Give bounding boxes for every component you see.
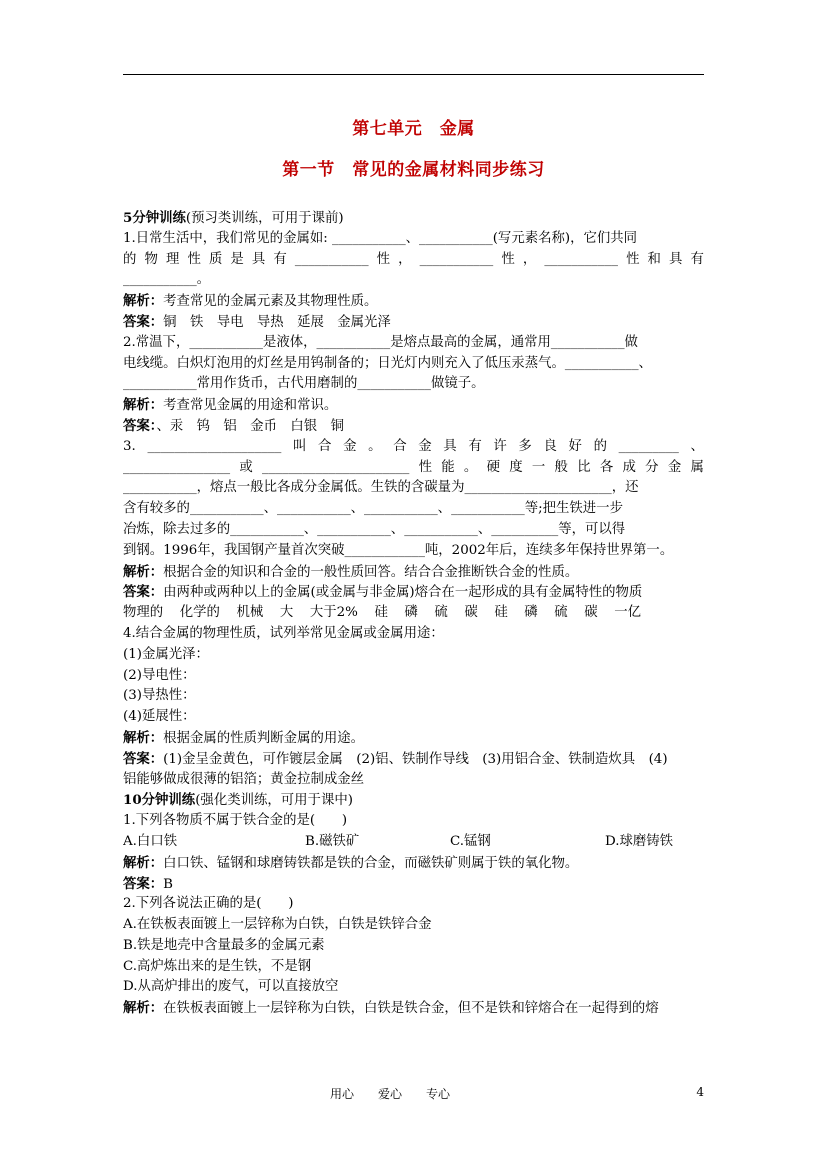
- q3-line-3: ___________，熔点一般比各成分金属低。生铁的含碳量为______________________，还: [123, 480, 639, 496]
- q2-line-1: 2.常温下，___________是液体，___________是熔点最高的金属，通常用___________做: [123, 334, 638, 350]
- m2-option-b: B.铁是地壳中含量最多的金属元素: [123, 937, 325, 953]
- section-heading-10min: 10分钟训练(强化类训练，可用于课中): [123, 792, 353, 809]
- m1-stem: 1.下列各物质不属于铁合金的是( ): [123, 813, 348, 829]
- m1-option-c: C.锰钢: [450, 833, 491, 849]
- footer-motto: 用心 爱心 专心: [330, 1087, 451, 1101]
- m2-analysis: 解析：在铁板表面镀上一层锌称为白铁，白铁是铁合金，但不是铁和锌熔合在一起得到的熔: [123, 1000, 659, 1017]
- page-number: 4: [696, 1085, 704, 1099]
- q4-stem: 4.结合金属的物理性质，试列举常见金属或金属用途：: [123, 625, 444, 641]
- q1-line-2: 的 物 理 性 质 是 具 有 ___________ 性 ， ___________ 性 ， ___________ 性 和 具 有: [123, 251, 704, 267]
- header-rule: [123, 74, 704, 75]
- q4-item-2: (2)导电性：: [123, 667, 196, 683]
- q4-answer-line-2: 铝能够做成很薄的铝箔；黄金拉制成金丝: [123, 771, 365, 787]
- q3-analysis: 解析：根据合金的知识和合金的一般性质回答。结合合金推断铁合金的性质。: [123, 563, 579, 580]
- q3-line-2: ________________ 或 ______________________ 性 能 。 硬 度 一 般 比 各 成 分 金 属: [123, 459, 704, 475]
- q4-item-4: (4)延展性：: [123, 709, 196, 725]
- m2-stem: 2.下列各说法正确的是( ): [123, 896, 294, 912]
- section-title: 第一节 常见的金属材料同步练习: [282, 160, 545, 180]
- q1-answer: 答案：铜 铁 导电 导热 延展 金属光泽: [123, 313, 391, 330]
- m2-option-c: C.高炉炼出来的是生铁，不是钢: [123, 958, 312, 974]
- q4-analysis: 解析：根据金属的性质判断金属的用途。: [123, 729, 365, 746]
- m1-option-a: A.白口铁: [123, 833, 178, 849]
- unit-title: 第七单元 金属: [352, 119, 475, 139]
- q3-answer: 答案：由两种或两种以上的金属(或金属与非金属)熔合在一起形成的具有金属特性的物质: [123, 584, 643, 601]
- m1-option-b: B.磁铁矿: [305, 833, 360, 849]
- q3-line-6: 到钢。1996年，我国钢产量首次突破____________吨，2002年后，连续多年保持世界第一。: [123, 542, 674, 558]
- q1-line-1: 1.日常生活中，我们常见的金属如: ___________、___________(写元素名称)，它们共同: [123, 230, 638, 246]
- q4-item-3: (3)导热性：: [123, 688, 196, 704]
- section-heading-5min: 5分钟训练(预习类训练，可用于课前): [123, 210, 344, 226]
- q2-line-3: ___________常用作货币，古代用磨制的___________做镜子。: [123, 376, 485, 392]
- q1-line-3: ___________。: [123, 272, 211, 288]
- m1-option-d: D.球磨铸铁: [605, 833, 674, 849]
- q3-answer-line-2: 物理的 化学的 机械 大 大于2% 硅 磷 硫 碳 硅 磷 硫 碳 一亿: [123, 605, 641, 621]
- m1-answer: 答案：B: [123, 875, 174, 892]
- q4-item-1: (1)金属光泽：: [123, 646, 209, 662]
- q2-answer: 答案：、汞 钨 铝 金币 白银 铜: [123, 417, 344, 434]
- exercise-body: [123, 208, 704, 1019]
- q1-analysis: 解析：考查常见的金属元素及其物理性质。: [123, 293, 378, 310]
- m1-analysis: 解析：白口铁、锰钢和球磨铸铁都是铁的合金，而磁铁矿则属于铁的氧化物。: [123, 854, 579, 871]
- q3-line-5: 冶炼，除去过多的___________、___________、___________、__________等，可以得: [123, 521, 626, 537]
- q2-line-2: 电线缆。白炽灯泡用的灯丝是用钨制备的；日光灯内则充入了低压汞蒸气。___________、: [123, 355, 652, 371]
- q3-line-4: 含有较多的___________、___________、___________、___________等;把生铁进一步: [123, 501, 623, 517]
- q3-line-1: 3. ____________________ 叫 合 金 。 合 金 具 有 许 多 良 好 的 _________ 、: [123, 438, 704, 454]
- m2-option-d: D.从高炉排出的废气，可以直接放空: [123, 979, 339, 995]
- q4-answer: 答案：(1)金呈金黄色，可作镀层金属 (2)铝、铁制作导线 (3)用铝合金、铁制造炊具 (4): [123, 750, 668, 767]
- m1-options: [123, 832, 704, 853]
- q2-analysis: 解析：考查常见金属的用途和常识。: [123, 397, 338, 414]
- m2-option-a: A.在铁板表面镀上一层锌称为白铁，白铁是铁锌合金: [123, 917, 432, 933]
